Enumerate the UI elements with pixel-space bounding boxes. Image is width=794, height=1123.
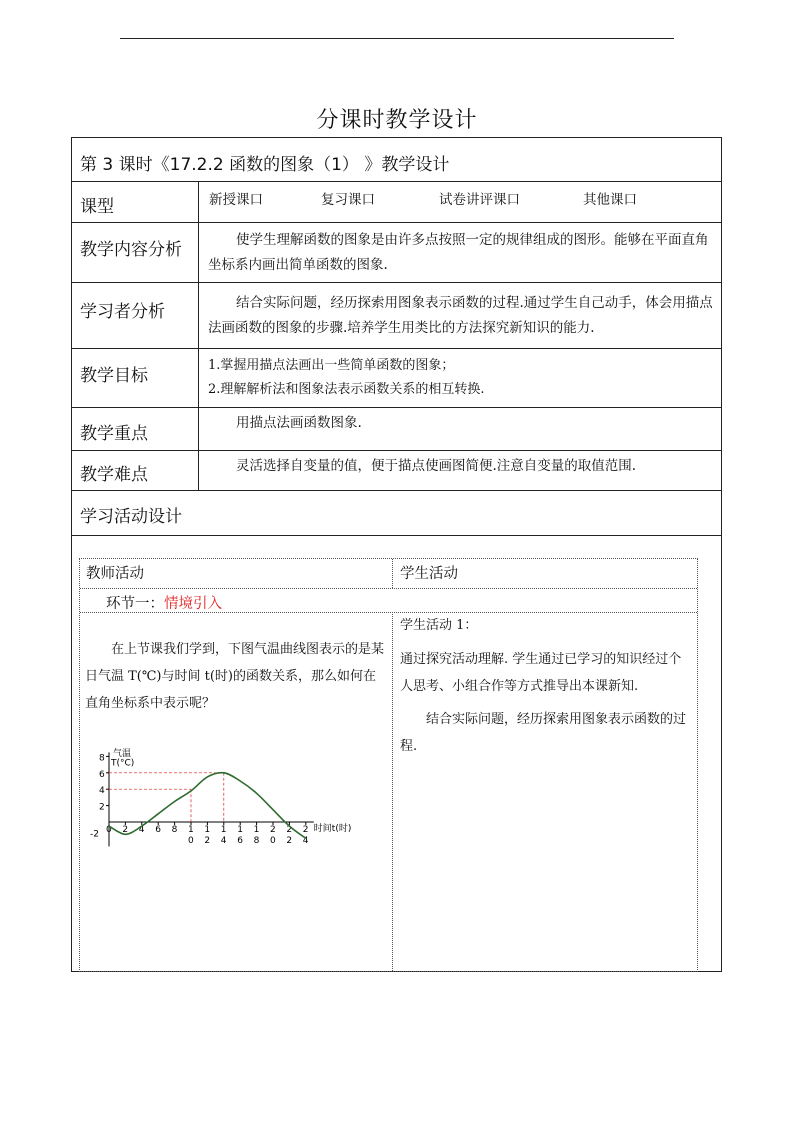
x-tick-label-second-line: 0 [188,836,194,846]
student-activity-header: 学生活动 [400,566,458,582]
student-activity-title: 学生活动 1： [400,618,478,633]
learner-analysis-text: 结合实际问题，经历探索用图象表示函数的过程.通过学生自己动手，体会用描点法画函数的图象的步骤.培养学生用类比的方法探究新知识的能力. [208,295,713,336]
x-tick-label: 2 [270,825,276,835]
x-axis-label: 时间t(时) [313,824,352,834]
activity-design-row [72,491,721,536]
x-tick-label-second-line: 8 [253,836,260,846]
course-type-exam[interactable]: 试卷讲评课口 [439,192,520,208]
column-divider [198,182,199,223]
y-axis-label: 气温 [113,749,132,760]
x-tick-label: 6 [155,825,161,835]
difficulties-row [72,451,721,491]
x-tick-label: 2 [122,825,129,835]
column-divider [392,559,393,588]
x-tick-label: 1 [188,825,194,835]
key-points-text: 用描点法画函数图象. [236,415,362,431]
x-tick-label: 0 [106,825,112,835]
x-tick-label: 1 [237,825,243,835]
course-type-label: 课型 [80,197,114,217]
key-points-label: 教学重点 [80,424,148,444]
objectives-list [208,354,713,402]
document-title: 分课时教学设计 [316,108,478,133]
column-divider [198,408,199,451]
difficulties-text: 灵活选择自变量的值，便于描点使画图简便.注意自变量的取值范围. [236,458,637,474]
x-tick-label: 2 [302,825,309,835]
lesson-title-row [72,138,721,182]
x-tick-label: 1 [220,825,227,835]
x-tick-label-second-line: 4 [220,836,227,846]
activity-design-label: 学习活动设计 [80,507,182,527]
x-tick-label-second-line: 2 [286,836,293,846]
objective-item: 1.掌握用描点法画出一些简单函数的图象； [208,358,455,373]
lesson-plan-table [71,137,722,972]
y-tick-label: 6 [99,769,105,780]
teacher-activity-header: 教师活动 [86,566,144,582]
content-analysis-row [72,223,721,283]
header-rule [120,38,674,39]
stage-heading [106,592,222,613]
difficulties-label: 教学难点 [80,465,148,485]
y-tick-label: 4 [99,786,105,797]
x-tick-label: 1 [204,825,211,835]
x-tick-label: 8 [171,825,178,835]
course-type-other[interactable]: 其他课口 [583,192,637,208]
x-tick-label: 2 [286,825,293,835]
student-activity-text-1: 通过探究活动理解. 学生通过已学习的知识经过个人思考、小组合作等方式推导出本课新知. [400,652,682,694]
column-divider [198,223,199,283]
objectives-row [72,349,721,408]
objectives-label: 教学目标 [80,366,148,386]
column-divider [392,612,393,971]
column-divider [198,349,199,408]
row-divider [80,588,697,589]
teacher-activity-text: 在上节课我们学到，下图气温曲线图表示的是某日气温 T(℃)与时间 t(时)的函数关系，那么如何在直角坐标系中表示呢？ [85,642,385,711]
key-points-row [72,408,721,451]
course-type-review[interactable]: 复习课口 [321,192,375,208]
content-analysis-text: 使学生理解函数的图象是由许多点按照一定的规律组成的图形。能够在平面直角坐标系内画出简单函数的图象. [208,232,709,273]
objective-item: 2.理解解析法和图象法表示函数关系的相互转换. [208,382,485,397]
x-tick-label-second-line: 2 [204,836,211,846]
temperature-chart [86,736,386,860]
x-tick-label: 4 [138,825,145,835]
y-tick-label: 2 [99,802,105,813]
column-divider [198,451,199,491]
column-divider [198,283,199,349]
y-tick-label: -2 [90,829,99,840]
stage-name: 情境引入 [164,596,222,612]
x-tick-label: 1 [253,825,260,835]
x-tick-label-second-line: 4 [302,836,309,846]
content-analysis-label: 教学内容分析 [80,240,182,260]
lesson-title: 第 3 课时《17.2.2 函数的图象（1） 》教学设计 [80,155,450,175]
student-activity-text-2: 结合实际问题，经历探索用图象表示函数的过程. [400,712,687,754]
course-type-new[interactable]: 新授课口 [209,192,263,208]
row-divider [80,612,697,613]
y-axis-unit: T(°C) [111,758,135,769]
learner-analysis-label: 学习者分析 [80,302,165,322]
learner-analysis-row [72,283,721,349]
activity-table [79,558,698,972]
stage-prefix: 环节一： [106,596,164,612]
x-tick-label-second-line: 6 [237,836,243,846]
course-type-row [72,182,721,223]
x-tick-label-second-line: 0 [270,836,276,846]
y-tick-label: 8 [99,753,105,764]
